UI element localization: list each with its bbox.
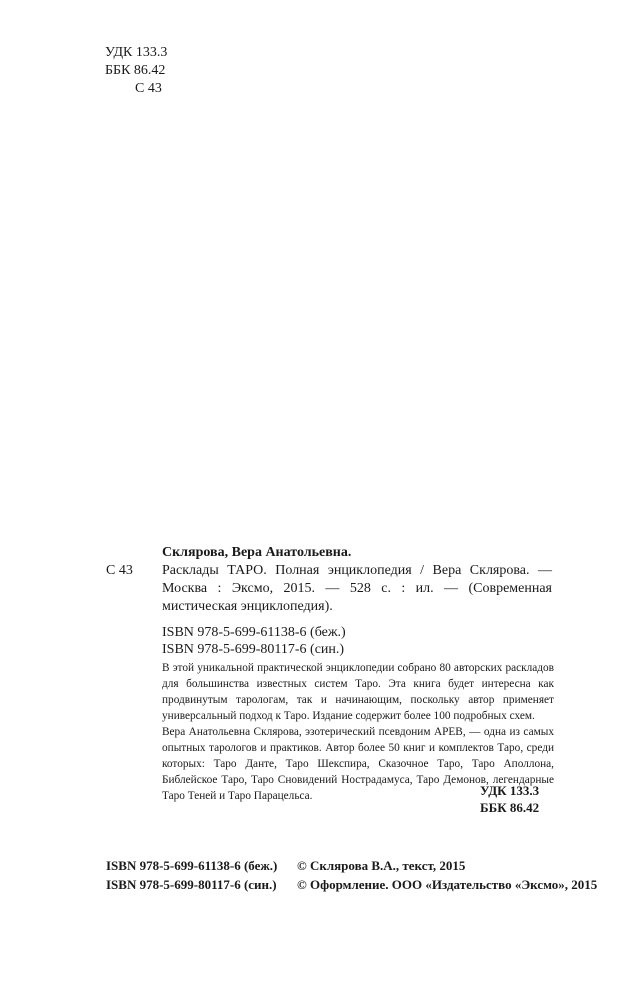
isbn-beige: ISBN 978-5-699-61138-6 (беж.): [106, 858, 278, 873]
bbk-code: ББК 86.42: [105, 63, 166, 78]
isbn-beige: ISBN 978-5-699-61138-6 (беж.): [162, 625, 346, 640]
bibliographic-description: Расклады ТАРО. Полная энциклопедия / Вера Склярова. — Москва : Эксмо, 2015. — 528 с. : ил. — (Современная мистическая энциклопедия).: [162, 563, 552, 614]
copyright-notices: [297, 856, 597, 894]
footer-isbn-list: [106, 856, 277, 894]
isbn-blue: ISBN 978-5-699-80117-6 (син.): [106, 877, 277, 892]
udk-code: УДК 133.3: [105, 45, 168, 60]
udk-code: УДК 133.3: [480, 783, 540, 798]
isbn-blue: ISBN 978-5-699-80117-6 (син.): [162, 642, 345, 657]
classification-codes-top: [105, 44, 167, 98]
card-isbn-list: [162, 624, 552, 658]
bbk-code: ББК 86.42: [480, 800, 540, 815]
card-author-sign: С 43: [106, 563, 133, 578]
annotation-paragraph: В этой уникальной практической энциклопедии собрано 80 авторских раскладов для большинства известных систем Таро. Эта книга будет интересна как продвинутым тарологам, так и начинающим, поскольку автор применяет универсальный подход к Таро. Издание содержит более 100 подробных схем.: [162, 662, 554, 722]
author-sign: С 43: [135, 81, 162, 96]
copyright-text: © Склярова В.А., текст, 2015: [297, 858, 466, 873]
copyright-design: © Оформление. ООО «Издательство «Эксмо», 2015: [297, 877, 598, 892]
author-name: Склярова, Вера Анатольевна.: [162, 545, 352, 560]
annotation-paragraph: Вера Анатольевна Склярова, эзотерический псевдоним АРЕВ, — одна из самых опытных тарологов и практиков. Автор более 50 книг и комплектов Таро, среди которых: Таро Данте, Таро Шекспира, Сказочное Таро, Таро Аполлона, Библейское Таро, Таро Сновидений Нострадамуса, Таро Демонов, легендарные Таро Теней и Таро Парацельса.: [162, 726, 554, 802]
classification-codes-card: [480, 782, 539, 816]
